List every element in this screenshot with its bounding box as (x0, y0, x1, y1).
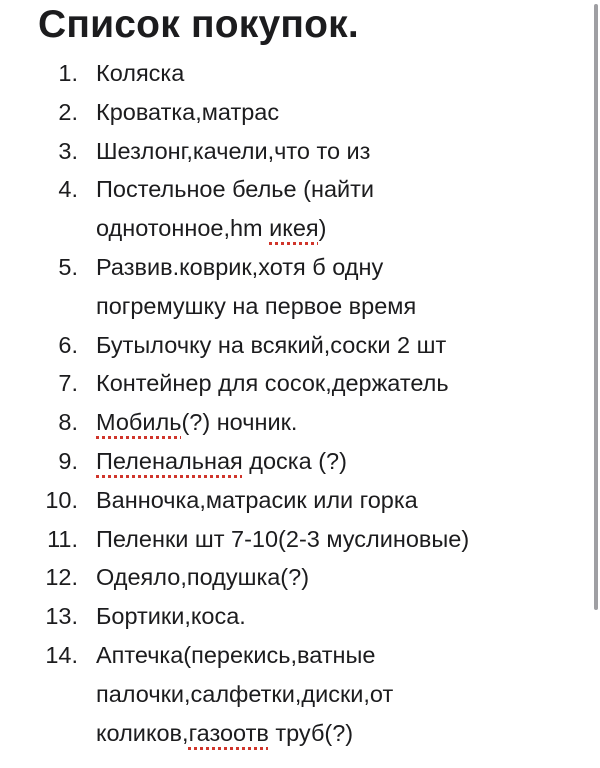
text-segment: труб(?) (268, 719, 354, 746)
list-number: 8. (58, 409, 78, 436)
list-number: 6. (58, 331, 78, 358)
list-item-text: Бортики,коса. (96, 603, 246, 630)
list-item[interactable] (0, 403, 590, 442)
list-number: 4. (58, 176, 78, 203)
list-item[interactable] (0, 597, 590, 636)
list-item-text: Аптечка(перекись,ватные (96, 641, 376, 668)
list-number: 2. (58, 98, 78, 125)
list-item-text: Пеленки шт 7-10(2-3 муслиновые) (96, 525, 470, 552)
list-item-text: Контейнер для сосок,держатель (96, 370, 449, 397)
list-number: 3. (58, 137, 78, 164)
misspelled-word[interactable]: Пеленальная (96, 447, 243, 474)
list-item-text (0, 403, 590, 442)
list-number: 13. (45, 603, 78, 630)
list-item[interactable] (0, 520, 590, 559)
list-item-text: Кроватка,матрас (96, 98, 280, 125)
list-item-text: Ванночка,матрасик или горка (96, 486, 418, 513)
misspelled-word[interactable]: икея (269, 215, 319, 242)
misspelled-word[interactable]: газоотв (188, 719, 269, 746)
text-segment: (?) ночник. (181, 409, 298, 436)
list-item[interactable] (0, 248, 590, 326)
misspelled-word[interactable]: Мобиль (96, 409, 182, 436)
list-number: 14. (45, 641, 78, 668)
list-item[interactable] (0, 442, 590, 481)
list-item[interactable] (0, 481, 590, 520)
note-title[interactable]: Список покупок. (38, 3, 359, 46)
vertical-scrollbar[interactable] (594, 4, 598, 610)
list-item-text: Коляска (96, 60, 185, 86)
text-segment: однотонное,hm (96, 215, 270, 242)
list-number: 9. (58, 447, 78, 474)
list-number: 10. (45, 486, 78, 513)
list-item-text-continued: погремушку на первое время (96, 292, 417, 319)
text-segment: ) (318, 215, 327, 242)
list-item[interactable] (0, 636, 590, 752)
list-item-text-continued: палочки,салфетки,диски,от (96, 680, 394, 707)
list-item-text-continued (0, 209, 590, 248)
text-segment: коликов, (96, 719, 189, 746)
list-item[interactable] (0, 326, 590, 365)
shopping-list (0, 54, 590, 752)
list-item[interactable] (0, 93, 590, 132)
list-number: 5. (58, 253, 78, 280)
list-number: 11. (47, 525, 78, 552)
list-number: 7. (58, 370, 78, 397)
list-item-text (0, 442, 590, 481)
list-item-text: Постельное белье (найти (96, 176, 375, 203)
list-item-text: Бутылочку на всякий,соски 2 шт (96, 331, 447, 358)
list-item-text: Шезлонг,качели,что то из (96, 137, 371, 164)
list-item-text: Развив.коврик,хотя б одну (96, 253, 384, 280)
list-item-text: Одеяло,подушка(?) (96, 564, 310, 591)
list-item[interactable] (0, 364, 590, 403)
list-item-text-continued (0, 714, 590, 753)
list-item[interactable] (0, 170, 590, 248)
text-segment: доска (?) (242, 447, 347, 474)
list-item[interactable] (0, 54, 590, 93)
list-item[interactable] (0, 558, 590, 597)
list-number: 12. (45, 564, 78, 591)
list-item[interactable] (0, 132, 590, 171)
list-number: 1. (58, 60, 78, 86)
